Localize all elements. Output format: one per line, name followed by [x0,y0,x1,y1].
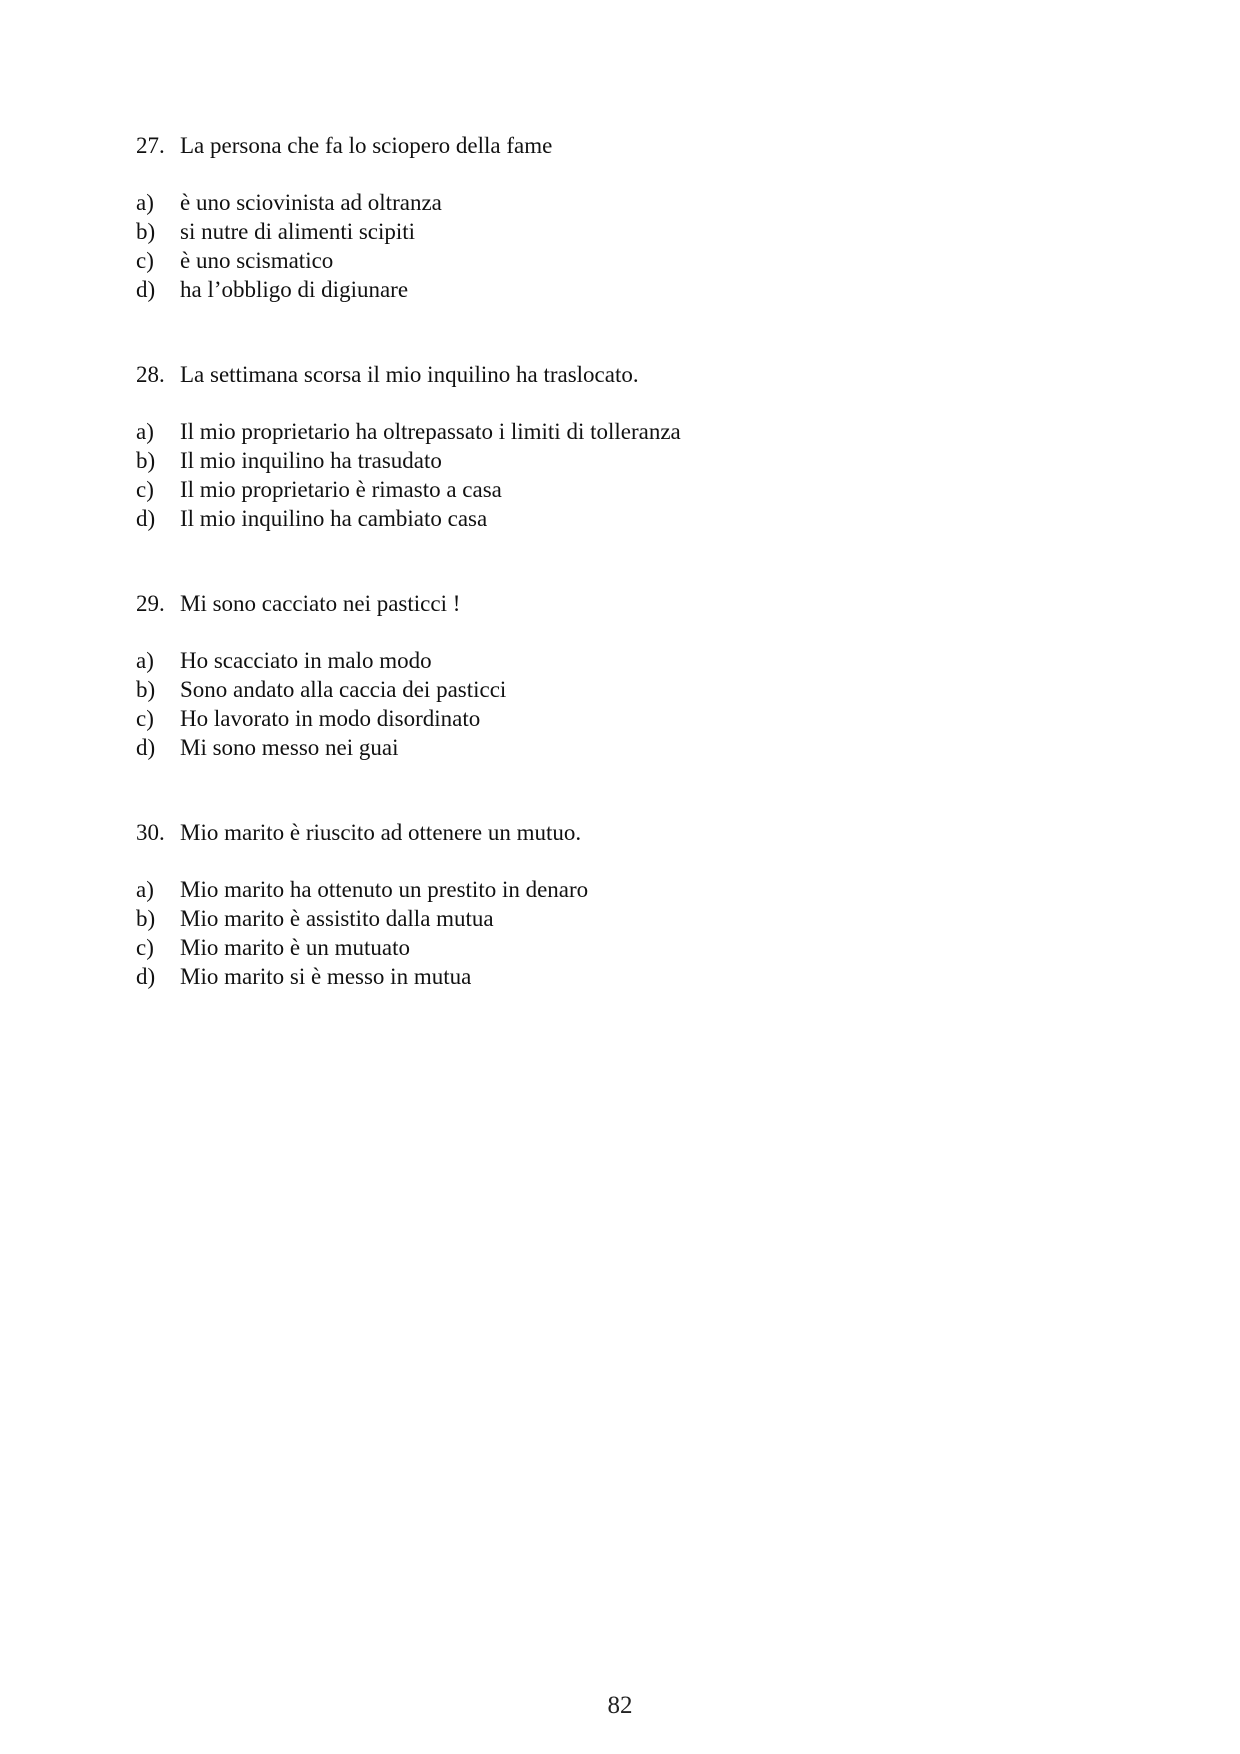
question-30 [136,818,1136,991]
option-text: Mio marito ha ottenuto un prestito in denaro [180,877,589,902]
answer-options [136,646,1136,762]
option-text: si nutre di alimenti scipiti [180,219,416,244]
question-28 [136,360,1136,533]
option-letter: d) [136,277,156,302]
option-text: Il mio inquilino ha trasudato [180,448,442,473]
answer-option-c [136,246,1136,275]
question-number: 29. [136,591,165,616]
option-text: Mio marito è assistito dalla mutua [180,906,494,931]
question-text: Mi sono cacciato nei pasticci ! [180,591,461,616]
question-stem [136,131,1136,160]
answer-option-a [136,188,1136,217]
page-number: 82 [607,1692,633,1719]
option-text: è uno scismatico [180,248,334,273]
answer-option-c [136,933,1136,962]
option-letter: c) [136,248,154,273]
option-text: Il mio proprietario ha oltrepassato i limiti di tolleranza [180,419,681,444]
answer-options [136,417,1136,533]
answer-option-d [136,275,1136,304]
option-text: Mio marito è un mutuato [180,935,410,960]
answer-option-c [136,704,1136,733]
question-text: La settimana scorsa il mio inquilino ha traslocato. [180,362,639,387]
option-letter: b) [136,448,156,473]
answer-options [136,875,1136,991]
question-stem [136,818,1136,847]
option-letter: b) [136,906,156,931]
answer-option-d [136,504,1136,533]
option-text: Il mio inquilino ha cambiato casa [180,506,488,531]
question-text: La persona che fa lo sciopero della fame [180,133,553,158]
option-letter: a) [136,190,154,215]
question-stem [136,589,1136,618]
answer-option-b [136,675,1136,704]
option-letter: d) [136,964,156,989]
answer-option-d [136,733,1136,762]
option-text: Ho lavorato in modo disordinato [180,706,481,731]
option-letter: d) [136,506,156,531]
option-text: Il mio proprietario è rimasto a casa [180,477,502,502]
option-text: Sono andato alla caccia dei pasticci [180,677,507,702]
option-text: Ho scacciato in malo modo [180,648,432,673]
option-text: Mio marito si è messo in mutua [180,964,472,989]
option-letter: c) [136,477,154,502]
option-letter: a) [136,877,154,902]
question-27 [136,131,1136,304]
answer-option-b [136,217,1136,246]
answer-option-b [136,446,1136,475]
option-letter: b) [136,219,156,244]
option-letter: a) [136,648,154,673]
question-29 [136,589,1136,762]
question-stem [136,360,1136,389]
option-text: è uno sciovinista ad oltranza [180,190,442,215]
answer-option-b [136,904,1136,933]
question-text: Mio marito è riuscito ad ottenere un mutuo. [180,820,582,845]
answer-option-a [136,417,1136,446]
answer-options [136,188,1136,304]
option-letter: c) [136,935,154,960]
option-text: Mi sono messo nei guai [180,735,399,760]
question-number: 30. [136,820,165,845]
answer-option-a [136,875,1136,904]
option-letter: c) [136,706,154,731]
answer-option-c [136,475,1136,504]
option-letter: a) [136,419,154,444]
answer-option-a [136,646,1136,675]
option-text: ha l’obbligo di digiunare [180,277,409,302]
answer-option-d [136,962,1136,991]
question-number: 27. [136,133,165,158]
option-letter: d) [136,735,156,760]
question-number: 28. [136,362,165,387]
option-letter: b) [136,677,156,702]
